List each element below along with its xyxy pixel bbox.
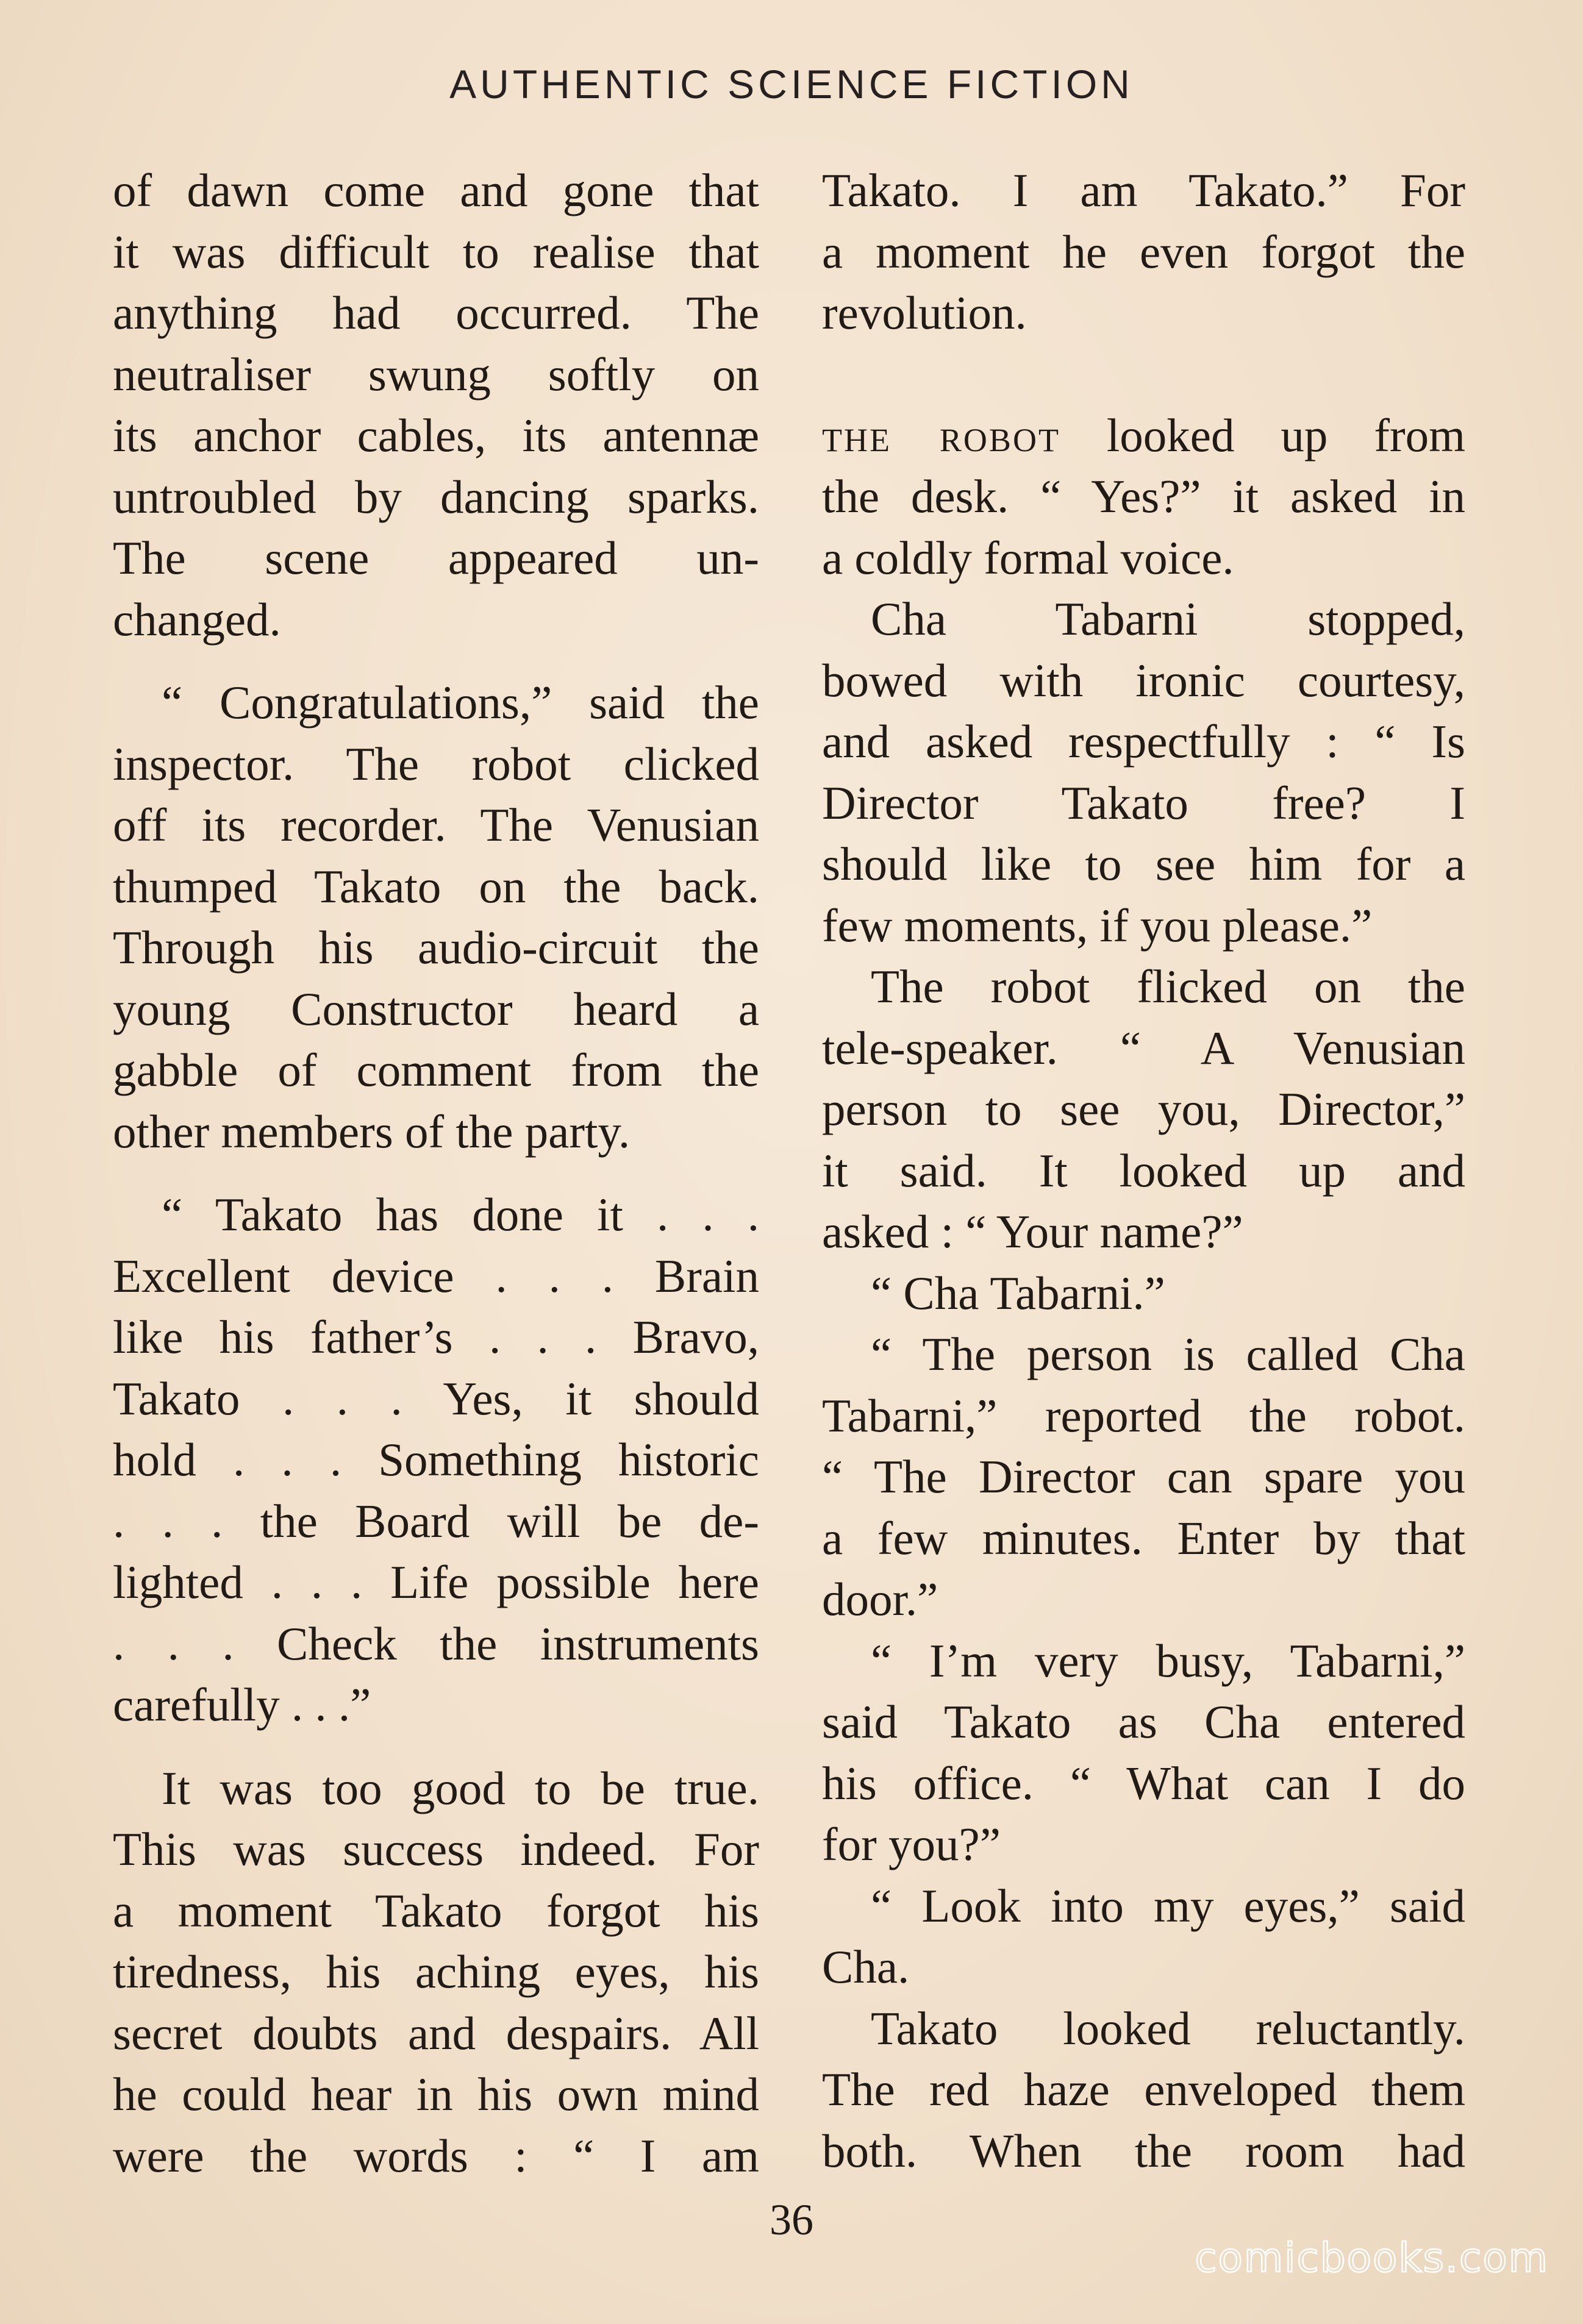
text-line: it was difficult to realise that bbox=[113, 225, 759, 278]
text-line: door.” bbox=[822, 1573, 938, 1625]
text-line: it said. It looked up and bbox=[822, 1144, 1465, 1197]
text-line: Director Takato free? I bbox=[822, 776, 1465, 829]
text-line: his office. “ What can I do bbox=[822, 1756, 1465, 1809]
text-line: “ Takato has done it . . . bbox=[162, 1188, 759, 1241]
text-line: anything had occurred. The bbox=[113, 287, 759, 339]
text-line: a coldly formal voice. bbox=[822, 531, 1234, 584]
text-line: Takato. I am Takato.” For bbox=[822, 164, 1465, 216]
text-line: “ The Director can spare you bbox=[822, 1450, 1465, 1503]
text-line: gabble of comment from the bbox=[113, 1044, 759, 1096]
text-line: thumped Takato on the back. bbox=[113, 860, 759, 913]
text-line: a few minutes. Enter by that bbox=[822, 1511, 1465, 1564]
text-line: of dawn come and gone that bbox=[113, 164, 759, 216]
running-header: AUTHENTIC SCIENCE FICTION bbox=[449, 62, 1134, 107]
text-line: Takato . . . Yes, it should bbox=[113, 1372, 759, 1425]
text-line: changed. bbox=[113, 593, 281, 646]
text-line: Excellent device . . . Brain bbox=[113, 1249, 759, 1302]
page-number: 36 bbox=[770, 2195, 813, 2244]
text-line: The red haze enveloped them bbox=[822, 2063, 1465, 2115]
left-text-column bbox=[113, 160, 759, 2186]
text-line: This was success indeed. For bbox=[113, 1823, 759, 1875]
text-line: and asked respectfully : “ Is bbox=[822, 715, 1465, 768]
text-line: “ The person is called Cha bbox=[871, 1328, 1465, 1380]
paragraph-gap bbox=[113, 1736, 759, 1758]
text-line-rest: looked up from bbox=[1060, 408, 1466, 462]
text-line bbox=[822, 405, 1465, 466]
text-line: “ Look into my eyes,” said bbox=[871, 1879, 1465, 1932]
text-line: both. When the room had bbox=[822, 2124, 1465, 2177]
right-text-column bbox=[822, 160, 1465, 2181]
text-line: he could hear in his own mind bbox=[113, 2068, 759, 2120]
paragraph-gap bbox=[113, 1162, 759, 1184]
text-line: a moment he even forgot the bbox=[822, 225, 1465, 278]
text-line: tele-speaker. “ A Venusian bbox=[822, 1021, 1465, 1074]
text-line: bowed with ironic courtesy, bbox=[822, 654, 1465, 707]
text-line: carefully . . .” bbox=[113, 1678, 371, 1731]
text-line: Cha. bbox=[822, 1941, 910, 1993]
text-line: were the words : “ I am bbox=[113, 2129, 759, 2182]
text-line: hold . . . Something historic bbox=[113, 1433, 759, 1486]
paragraph-gap bbox=[822, 344, 1465, 405]
text-line: said Takato as Cha entered bbox=[822, 1695, 1465, 1748]
paragraph-gap bbox=[113, 650, 759, 672]
text-line: few moments, if you please.” bbox=[822, 899, 1373, 952]
text-line: The scene appeared un- bbox=[113, 532, 759, 584]
text-line: Tabarni,” reported the robot. bbox=[822, 1389, 1465, 1442]
text-line: lighted . . . Life possible here bbox=[113, 1556, 759, 1608]
text-line: for you?” bbox=[822, 1818, 1001, 1870]
text-line: asked : “ Your name?” bbox=[822, 1205, 1243, 1258]
text-line: like his father’s . . . Bravo, bbox=[113, 1311, 759, 1363]
text-line: a moment Takato forgot his bbox=[113, 1884, 759, 1937]
text-line: Cha Tabarni stopped, bbox=[871, 593, 1465, 645]
text-line: off its recorder. The Venusian bbox=[113, 799, 759, 851]
text-line: neutraliser swung softly on bbox=[113, 348, 759, 401]
text-line: tiredness, his aching eyes, his bbox=[113, 1945, 759, 1998]
text-line: its anchor cables, its antennæ bbox=[113, 409, 759, 462]
text-line: revolution. bbox=[822, 287, 1027, 339]
text-line: young Constructor heard a bbox=[113, 982, 759, 1035]
text-line: . . . Check the instruments bbox=[113, 1617, 759, 1670]
text-line: other members of the party. bbox=[113, 1105, 631, 1158]
text-line: Through his audio-circuit the bbox=[113, 921, 759, 974]
text-line: “ Congratulations,” said the bbox=[162, 676, 759, 729]
text-line: . . . the Board will be de- bbox=[113, 1494, 759, 1547]
text-line: secret doubts and despairs. All bbox=[113, 2006, 759, 2059]
text-line: inspector. The robot clicked bbox=[113, 737, 759, 790]
text-line: “ Cha Tabarni.” bbox=[871, 1266, 1165, 1319]
small-caps-lead: the robot bbox=[822, 408, 1060, 462]
text-line: Takato looked reluctantly. bbox=[871, 2001, 1465, 2055]
text-line: It was too good to be true. bbox=[162, 1761, 759, 1814]
text-line: should like to see him for a bbox=[822, 838, 1465, 890]
text-line: person to see you, Director,” bbox=[822, 1083, 1465, 1135]
text-line: the desk. “ Yes?” it asked in bbox=[822, 470, 1465, 522]
text-line: “ I’m very busy, Tabarni,” bbox=[871, 1634, 1465, 1687]
text-line: untroubled by dancing sparks. bbox=[113, 470, 759, 523]
watermark-logo: comicbooks.com bbox=[1195, 2234, 1549, 2281]
text-line: The robot flicked on the bbox=[871, 960, 1465, 1013]
